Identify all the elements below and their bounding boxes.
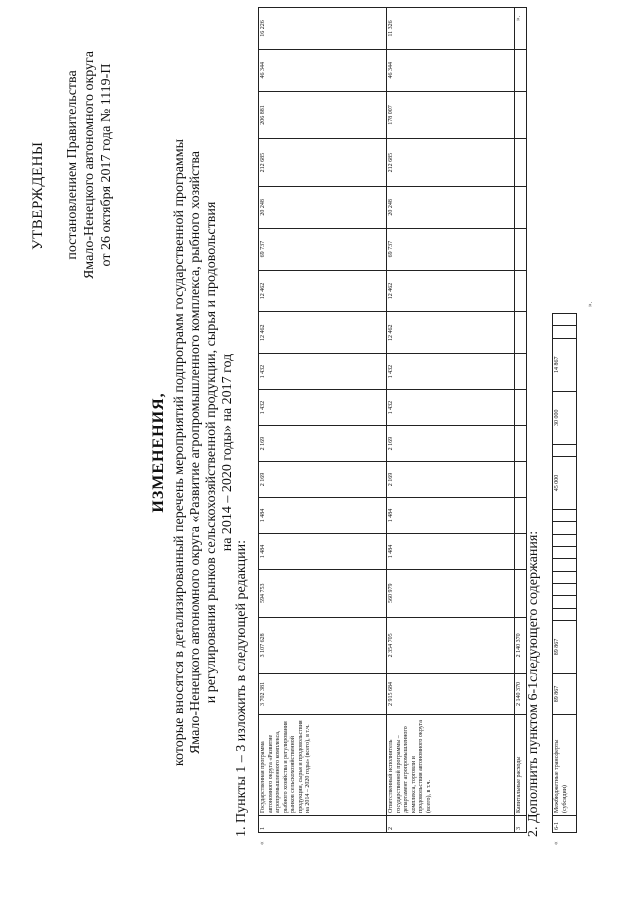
value-cell: 2 140 370 — [515, 617, 527, 673]
value-cell: 12 462 — [259, 312, 387, 354]
value-cell — [515, 354, 527, 390]
approval-block — [64, 45, 115, 285]
value-cell: 3 107 628 — [259, 617, 387, 673]
value-cell: 2 354 705 — [387, 617, 515, 673]
subtitle-line: на 2014 – 2020 годы» на 2017 год — [220, 353, 235, 552]
row-name-cell: Государственная программа автономного округа «Развитие агропромышленного комплекса, рыбного хозяйства и регулирования рынков сельскохозяйственной продукции, сырья и продовольствия на 2014 – 2020 годы» (всего), в т.ч. — [259, 715, 387, 816]
value-cell — [553, 596, 577, 608]
section-2-heading: 2. Дополнить пунктом 6-1следующего содержания: — [526, 530, 541, 837]
row-number-cell: 1 — [259, 816, 387, 833]
value-cell — [515, 462, 527, 498]
value-cell: 2 169 — [387, 462, 515, 498]
value-cell: 2 169 — [387, 426, 515, 462]
value-cell — [553, 534, 577, 546]
table-row — [515, 8, 527, 833]
value-cell — [515, 91, 527, 139]
value-cell — [515, 139, 527, 187]
value-cell: 1 484 — [387, 534, 515, 570]
value-cell — [553, 522, 577, 534]
quote-open-mark: « — [552, 841, 560, 845]
table-row — [259, 8, 387, 833]
section-1-heading: 1. Пункты 1 – 3 изложить в следующей редакции: — [234, 539, 249, 837]
value-cell: 46 344 — [259, 49, 387, 91]
value-cell: 2 140 370 — [515, 674, 527, 715]
row-number-cell: 2 — [387, 816, 515, 833]
quote-close-mark: ». — [514, 15, 522, 21]
value-cell — [515, 498, 527, 534]
value-cell — [515, 390, 527, 426]
value-cell: 30 000 — [553, 391, 577, 444]
value-cell — [553, 608, 577, 620]
table-row — [387, 8, 515, 833]
value-cell — [515, 228, 527, 270]
value-cell — [553, 510, 577, 522]
value-cell: 69 737 — [387, 228, 515, 270]
value-cell — [515, 569, 527, 617]
value-cell: 2 169 — [259, 462, 387, 498]
value-cell — [515, 49, 527, 91]
value-cell: 212 685 — [259, 139, 387, 187]
value-cell: 1 432 — [259, 390, 387, 426]
quote-close-mark: ». — [586, 301, 594, 307]
value-cell: 1 432 — [387, 354, 515, 390]
value-cell: 1 432 — [387, 390, 515, 426]
approved-stamp: УТВЕРЖДЕНЫ — [30, 141, 46, 250]
value-cell: 1 484 — [387, 498, 515, 534]
value-cell: 178 007 — [387, 91, 515, 139]
value-cell: 2 915 684 — [387, 674, 515, 715]
value-cell: 2 169 — [259, 426, 387, 462]
approval-line: постановлением Правительства — [65, 70, 80, 260]
row-number-cell: 3 — [515, 816, 527, 833]
value-cell — [553, 326, 577, 338]
value-cell: 1 484 — [259, 498, 387, 534]
value-cell: 89 867 — [553, 674, 577, 715]
approval-line: Ямало-Ненецкого автономного округа — [82, 50, 97, 280]
value-cell: 212 685 — [387, 139, 515, 187]
document-title: ИЗМЕНЕНИЯ, — [150, 392, 167, 513]
value-cell: 45 000 — [553, 457, 577, 510]
value-cell: 1 432 — [259, 354, 387, 390]
value-cell — [515, 312, 527, 354]
value-cell: 16 226 — [259, 8, 387, 50]
value-cell — [553, 559, 577, 571]
value-cell: 3 702 381 — [259, 674, 387, 715]
value-cell: 12 462 — [387, 270, 515, 312]
row-name-cell: Ответственный исполнитель государственной программы – департамент агропромышленного комплекса, торговли и продовольствия автономного округа (всего), в т.ч. — [387, 715, 515, 816]
subtitle-line: и регулирования рынков сельскохозяйственной продукции, сырья и продовольствия — [204, 201, 219, 704]
subtitle-line: Ямало-Ненецкого автономного округа «Развитие агропромышленного комплекса, рыбного хозяйства — [188, 150, 203, 755]
value-cell: 206 881 — [259, 91, 387, 139]
value-cell: 20 248 — [387, 186, 515, 228]
row-name-cell: Межбюджетные трансферты (субсидии) — [553, 715, 577, 816]
row-number-cell: 6-1 — [553, 816, 577, 833]
value-cell: 1 484 — [259, 534, 387, 570]
value-cell: 594 753 — [259, 569, 387, 617]
quote-open-mark: « — [258, 841, 266, 845]
value-cell — [515, 270, 527, 312]
row-name-cell: Капитальные расходы — [515, 715, 527, 816]
value-cell: 12 462 — [387, 312, 515, 354]
value-cell — [515, 534, 527, 570]
value-cell: 89 867 — [553, 621, 577, 674]
subtitle-line: которые вносятся в детализированный перечень мероприятий подпрограмм государственной программы — [172, 138, 187, 767]
value-cell — [553, 584, 577, 596]
value-cell: 46 344 — [387, 49, 515, 91]
value-cell: 69 737 — [259, 228, 387, 270]
value-cell — [515, 8, 527, 50]
value-cell — [515, 426, 527, 462]
value-cell — [553, 547, 577, 559]
value-cell: 12 462 — [259, 270, 387, 312]
value-cell — [553, 314, 577, 326]
value-cell: 14 867 — [553, 338, 577, 391]
approval-line: от 26 октября 2017 года № 1119-П — [99, 63, 114, 267]
value-cell: 11 326 — [387, 8, 515, 50]
document-subtitle — [172, 0, 236, 905]
value-cell: 20 248 — [259, 186, 387, 228]
value-cell — [553, 571, 577, 583]
table-row — [553, 314, 577, 833]
value-cell — [553, 444, 577, 456]
value-cell: 560 979 — [387, 569, 515, 617]
changes-table-2 — [552, 313, 577, 833]
changes-table-1 — [258, 7, 527, 833]
value-cell — [515, 186, 527, 228]
